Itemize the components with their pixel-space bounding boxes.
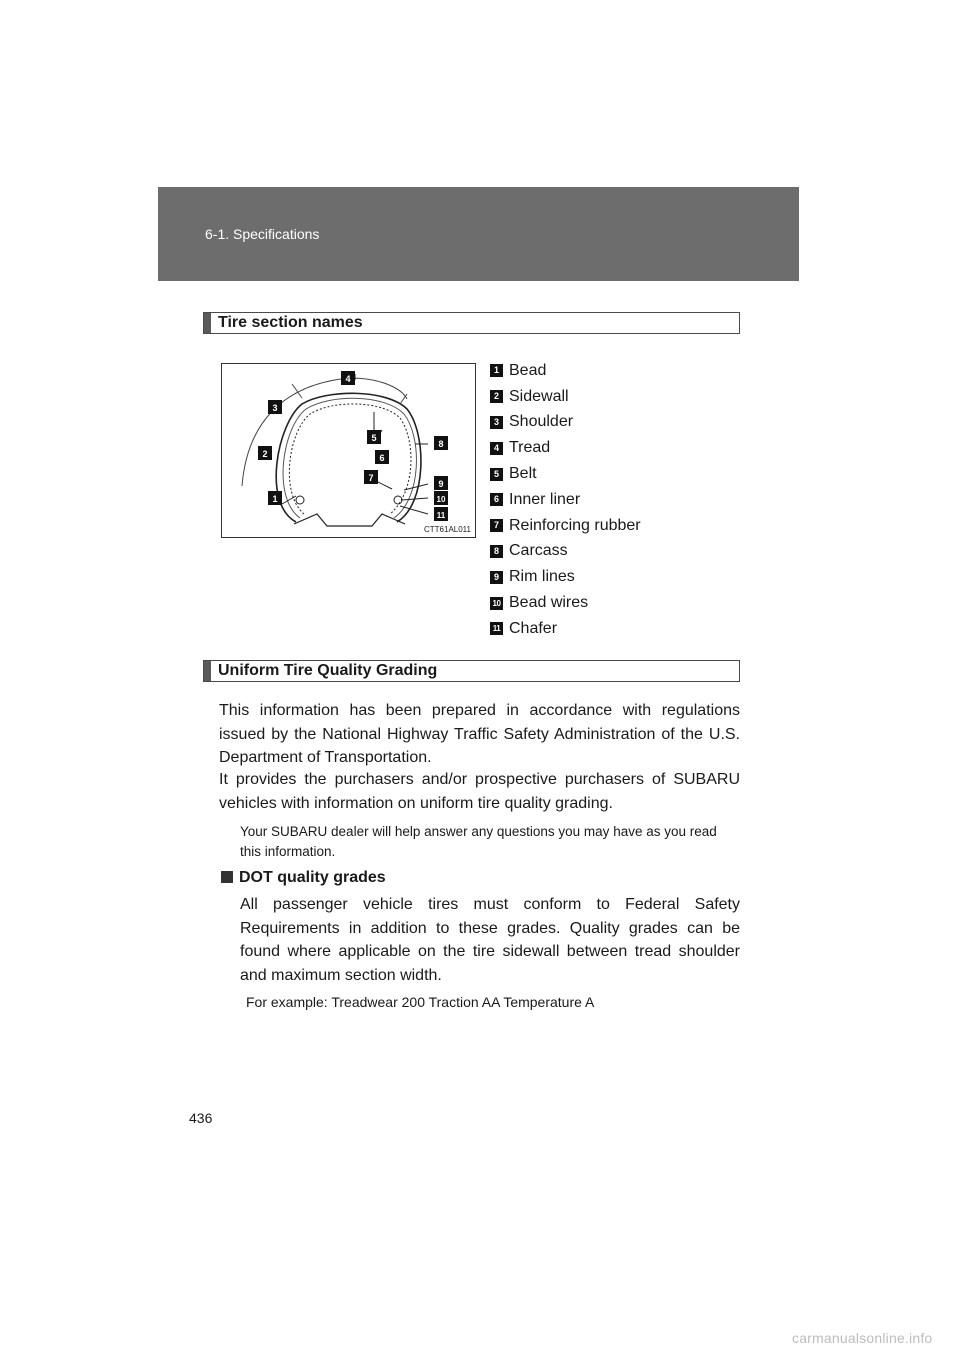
tire-cross-section-figure	[221, 363, 476, 538]
callout-5: 5	[371, 433, 377, 443]
part-list	[490, 358, 641, 642]
part-number: 4	[490, 442, 503, 455]
part-number: 11	[490, 622, 503, 635]
part-label: Reinforcing rubber	[509, 516, 641, 534]
part-number: 9	[490, 571, 503, 584]
part-label: Carcass	[509, 542, 568, 560]
callout-11: 11	[436, 511, 446, 520]
paragraph-dot-grades: All passenger vehicle tires must conform to Federal Safety Requirements in addition to these grades. Quality grades can be found where applicable on the tire sidewall between tread shoulder and maximum section width.	[240, 896, 740, 984]
example-line: For example: Treadwear 200 Traction AA Temperature A	[246, 994, 595, 1010]
list-item	[490, 461, 641, 487]
callout-7: 7	[368, 473, 374, 483]
callout-3: 3	[272, 403, 278, 413]
part-number: 6	[490, 493, 503, 506]
part-number: 5	[490, 468, 503, 481]
part-number: 7	[490, 519, 503, 532]
list-item	[490, 590, 641, 616]
paragraph-purpose: It provides the purchasers and/or prospective purchasers of SUBARU vehicles with information on uniform tire quality grading.	[219, 771, 740, 812]
list-item	[490, 539, 641, 565]
callout-10: 10	[436, 495, 446, 504]
dealer-note: Your SUBARU dealer will help answer any questions you may have as you read this information.	[240, 824, 717, 859]
square-bullet-icon	[221, 871, 233, 883]
callout-9: 9	[438, 479, 444, 489]
watermark: carmanualsonline.info	[792, 1330, 933, 1346]
list-item	[490, 564, 641, 590]
list-item	[490, 358, 641, 384]
callout-4: 4	[345, 374, 351, 384]
part-label: Inner liner	[509, 490, 581, 508]
section-label: 6-1. Specifications	[205, 226, 320, 242]
part-label: Sidewall	[509, 387, 569, 405]
callout-8: 8	[438, 439, 444, 449]
part-number: 1	[490, 364, 503, 377]
part-label: Shoulder	[509, 413, 574, 431]
heading-text: Tire section names	[218, 314, 363, 331]
part-label: Chafer	[509, 619, 558, 637]
page-number: 436	[189, 1110, 213, 1126]
part-label: Bead	[509, 361, 547, 379]
tire-diagram	[222, 364, 477, 539]
callout-1: 1	[272, 494, 278, 504]
heading-uniform-tire-quality-grading	[203, 660, 740, 682]
heading-tire-section-names	[203, 312, 740, 334]
list-item	[490, 616, 641, 642]
part-label: Tread	[509, 439, 551, 457]
callout-2: 2	[262, 449, 268, 459]
part-number: 3	[490, 416, 503, 429]
part-label: Bead wires	[509, 594, 589, 612]
header-band	[158, 187, 799, 281]
paragraph-regulations: This information has been prepared in accordance with regulations issued by the National Highway Traffic Safety Administration of the U.S. Department of Transportation.	[219, 702, 740, 766]
list-item	[490, 435, 641, 461]
part-number: 10	[490, 597, 503, 610]
subheading-text: DOT quality grades	[239, 869, 386, 886]
list-item	[490, 384, 641, 410]
list-item	[490, 410, 641, 436]
part-number: 8	[490, 545, 503, 558]
part-number: 2	[490, 390, 503, 403]
part-label: Belt	[509, 465, 537, 483]
subheading-dot-quality-grades	[221, 869, 386, 887]
heading-text: Uniform Tire Quality Grading	[218, 662, 438, 679]
part-label: Rim lines	[509, 568, 575, 586]
callout-6: 6	[379, 453, 385, 463]
list-item	[490, 487, 641, 513]
figure-id: CTT61AL011	[424, 525, 471, 534]
list-item	[490, 513, 641, 539]
